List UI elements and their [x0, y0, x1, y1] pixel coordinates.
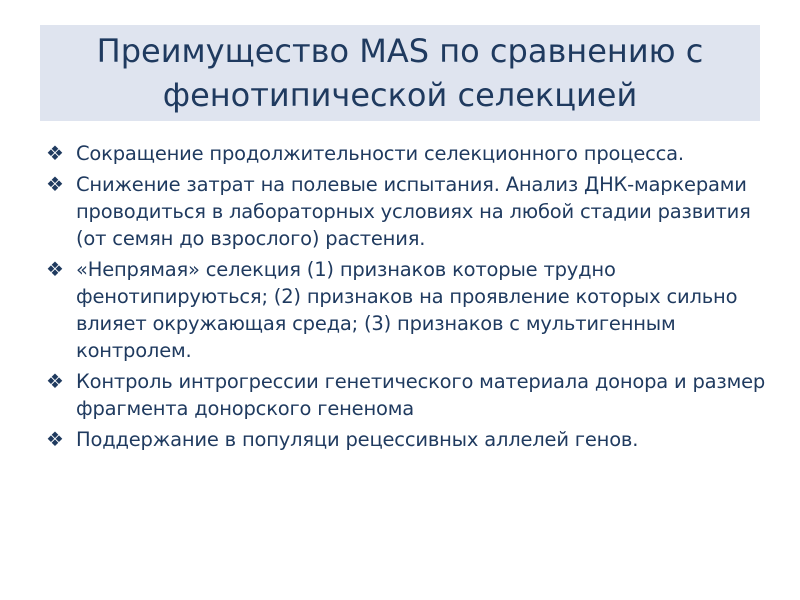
list-item — [46, 368, 766, 422]
bullet-text: Контроль интрогрессии генетического материала донора и размер фрагмента донорского гененома — [76, 370, 766, 420]
bullet-text: Снижение затрат на полевые испытания. Анализ ДНК-маркерами проводиться в лабораторных условиях на любой стадии развития (от семян до взрослого) растения. — [76, 173, 751, 250]
diamond-bullet-icon: ❖ — [46, 369, 64, 393]
diamond-bullet-icon: ❖ — [46, 172, 64, 196]
bullet-list — [46, 140, 766, 457]
list-item — [46, 426, 766, 453]
list-item — [46, 256, 766, 364]
diamond-bullet-icon: ❖ — [46, 141, 64, 165]
list-item — [46, 140, 766, 167]
bullet-text: Поддержание в популяци рецессивных аллелей генов. — [76, 428, 639, 451]
title-banner — [40, 25, 760, 121]
diamond-bullet-icon: ❖ — [46, 257, 64, 281]
diamond-bullet-icon: ❖ — [46, 427, 64, 451]
bullet-text: Сокращение продолжительности селекционного процесса. — [76, 142, 684, 165]
list-item — [46, 171, 766, 252]
slide-title: Преимущество MAS по сравнению с фенотипической селекцией — [96, 32, 704, 114]
bullet-text: «Непрямая» селекция (1) признаков которые трудно фенотипируються; (2) признаков на проявление которых сильно влияет окружающая среда; (3) признаков с мультигенным контролем. — [76, 258, 738, 362]
